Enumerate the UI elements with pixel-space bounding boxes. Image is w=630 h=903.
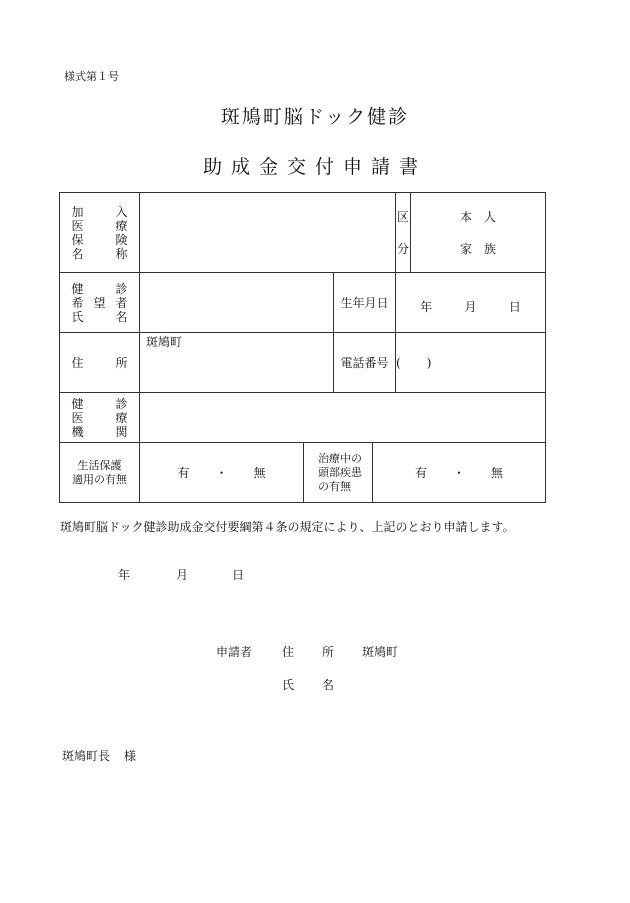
treatment-yes-no[interactable]: 有 ・ 無 [373, 443, 546, 503]
applicant-name-field[interactable] [140, 273, 334, 333]
birthdate-field[interactable]: 年 月 日 [396, 273, 546, 333]
applicant-label-cell: 健 診 希 望 者 氏 名 [60, 273, 140, 333]
insurer-label-cell: 加 入 医 療 保 険 名 称 [60, 193, 140, 273]
application-table [59, 192, 546, 503]
phone-label: 電話番号 [334, 333, 396, 393]
option-family: 家 族 [460, 241, 496, 256]
applicant-address-value[interactable]: 斑鳩町 [362, 645, 399, 659]
institution-label-cell: 健 診 医 療 機 関 [60, 393, 140, 443]
institution-field[interactable] [140, 393, 546, 443]
address-field[interactable]: 斑鳩町 [140, 333, 334, 393]
title-line-2: 助成金交付申請書 [202, 156, 427, 178]
welfare-yes-no[interactable]: 有 ・ 無 [140, 443, 304, 503]
applicant-address-label: 住 所 [282, 645, 335, 659]
addressee: 斑鳩町長 様 [62, 749, 137, 763]
applicant-label: 申請者 [216, 645, 253, 659]
address-label-cell: 住 所 [60, 333, 140, 393]
category-label-cell: 区 分 [396, 193, 411, 273]
category-options[interactable] [411, 193, 546, 273]
applicant-name-label: 氏 名 [282, 678, 335, 692]
birthdate-label: 生年月日 [334, 273, 396, 333]
welfare-label-cell: 生活保護 適用の有無 [60, 443, 140, 503]
form-number: 様式第１号 [64, 70, 119, 83]
option-self: 本 人 [460, 209, 496, 224]
application-date: 年 月 日 [118, 568, 245, 582]
treatment-label-cell: 治療中の 頭部疾患 の有無 [304, 443, 373, 503]
phone-field[interactable]: ( ) [396, 333, 546, 393]
insurer-name-field[interactable] [140, 193, 396, 273]
title-line-1: 斑鳩町脳ドック健診 [220, 106, 410, 128]
declaration-text: 斑鳩町脳ドック健診助成金交付要綱第４条の規定により、上記のとおり申請します。 [60, 520, 515, 534]
